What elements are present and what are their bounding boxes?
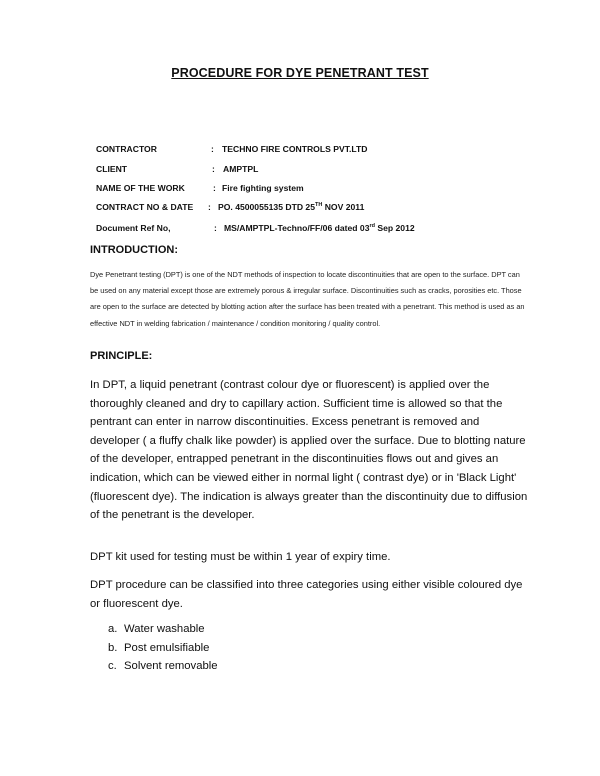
list-item-text: Solvent removable — [124, 660, 218, 673]
client-value: AMPTPL — [223, 164, 259, 174]
contractor-colon: : — [211, 144, 214, 154]
list-marker: c. — [108, 660, 117, 673]
list-item-text: Water washable — [124, 623, 205, 635]
work-colon: : — [213, 183, 216, 193]
category-list — [108, 620, 218, 676]
principle-paragraph-3: DPT procedure can be classified into three categories using either visible coloured dye or fluorescent dye. — [90, 579, 523, 610]
list-item — [108, 657, 218, 676]
principle-heading: PRINCIPLE: — [90, 350, 153, 362]
docref-label: Document Ref No, — [96, 223, 171, 233]
principle-paragraph-2: DPT kit used for testing must be within 1 year of expiry time. — [90, 551, 391, 563]
contract-value: PO. 4500055135 DTD 25TH NOV 2011 — [218, 202, 365, 212]
principle-paragraph-1: In DPT, a liquid penetrant (contrast colour dye or fluorescent) is applied over the thoroughly cleaned and dry to capillary action. Sufficient time is allowed so that the pentrant can enter in narrow discontinuities. Excess penetrant is removed and developer ( a fluffy chalk like powder) is applied over the surface. Due to blotting nature of the developer, entrapped penetrant in the discontinuities flows out and gives an indication, which can be viewed either in normal light ( contrast dye) or in 'Black Light' (fluorescent dye). The indication is always greater than the discontinuity due to diffusion of the penetrant is the developer. — [90, 379, 528, 522]
list-marker: b. — [108, 641, 118, 654]
docref-colon: : — [214, 223, 217, 233]
list-item — [108, 639, 218, 658]
page-title: PROCEDURE FOR DYE PENETRANT TEST — [171, 66, 429, 80]
contract-label: CONTRACT NO & DATE — [96, 202, 194, 212]
work-value: Fire fighting system — [222, 183, 304, 193]
client-colon: : — [212, 164, 215, 174]
contractor-value: TECHNO FIRE CONTROLS PVT.LTD — [222, 144, 368, 154]
work-label: NAME OF THE WORK — [96, 183, 185, 193]
list-item-text: Post emulsifiable — [124, 641, 210, 654]
contractor-label: CONTRACTOR — [96, 144, 157, 154]
list-marker: a. — [108, 623, 118, 635]
introduction-heading: INTRODUCTION: — [90, 244, 178, 256]
docref-value: MS/AMPTPL-Techno/FF/06 dated 03rd Sep 2012 — [224, 223, 415, 233]
client-label: CLIENT — [96, 164, 128, 174]
contract-colon: : — [208, 202, 211, 212]
list-item — [108, 620, 218, 639]
introduction-text: Dye Penetrant testing (DPT) is one of the NDT methods of inspection to locate discontinuities that are open to the surface. DPT can be used on any material except those are extremely porous & irregular surface. Discontinuities such as cracks, porosities etc. Those are open to the surface are detected by blotting action after the surface has been treated with a penetrant. This method is used as an effective NDT in welding fabrication / maintenance / condition monitoring / quality control. — [90, 270, 525, 328]
